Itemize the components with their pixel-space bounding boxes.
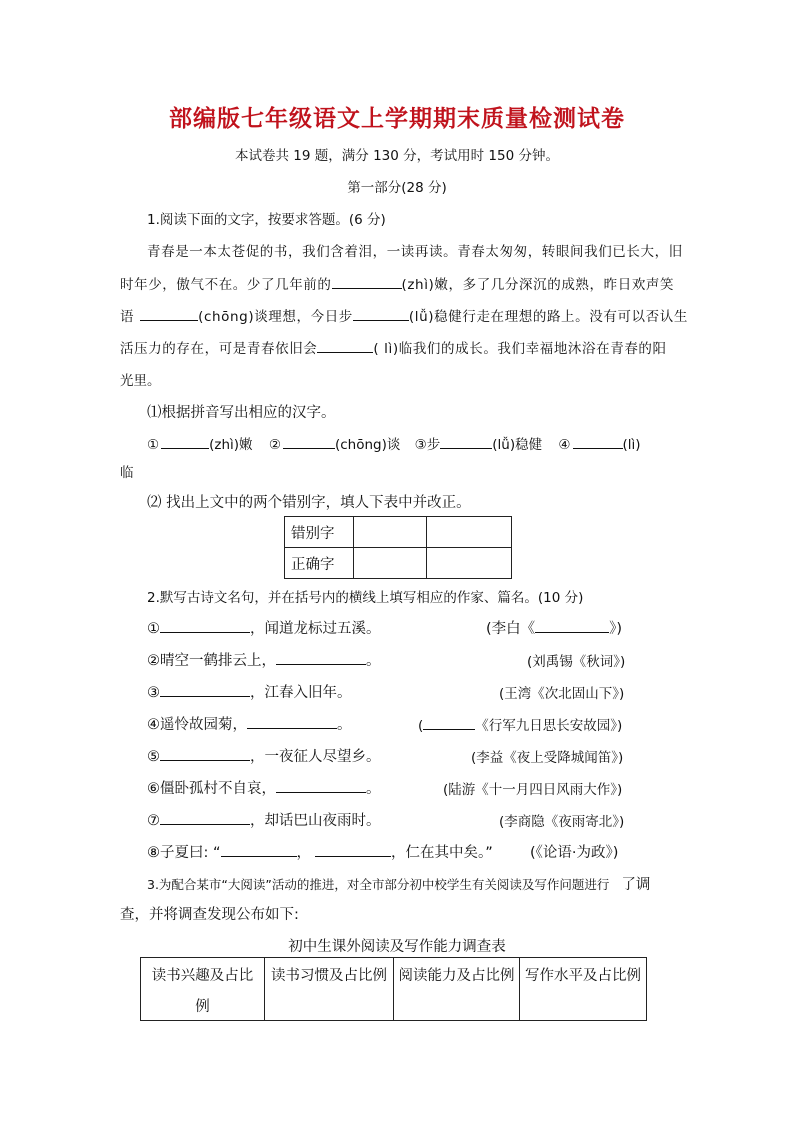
correct-row-label: 正确字 [285,548,354,579]
poem-blank-6[interactable] [276,779,366,793]
q3-text-line1: 3.为配合某市“大阅读”活动的推进，对全市部分初中校学生有关阅读及写作问题进行 了调 [147,877,651,893]
blank-zhi[interactable] [332,275,402,289]
typo-cell[interactable] [427,517,512,548]
poem-line-3: ③ ，江春入旧年。 [147,685,352,701]
blank-li[interactable] [317,339,373,353]
survey-header-writing-level: 写作水平及占比例 [520,958,647,1021]
poem-line-4: ④遥怜故园菊， 。 [147,717,352,733]
poem-source-4: ( 《行军九日思长安故园》) [418,718,623,734]
poem-source-5: (李益《夜上受降城闻笛》) [471,750,624,766]
answer-blank-1[interactable] [161,435,209,449]
poem-blank-2[interactable] [276,651,366,665]
poem-source-8: (《论语·为政》) [530,845,619,861]
q1-heading: 1.阅读下面的文字，按要求答题。(6 分) [147,212,386,228]
poem-title-blank[interactable] [535,619,609,633]
survey-table-title: 初中生课外阅读及写作能力调查表 [288,939,506,955]
poem-line-8: ⑧子夏曰: “ ， ，仁在其中矣。” [147,845,493,861]
q1-passage-line1: 青春是一本太苍促的书，我们含着泪，一读再读。青春太匆匆，转眼间我们已长大，旧 [147,244,683,260]
survey-header-habit: 读书习惯及占比例 [265,958,394,1021]
poem-source-1: (李白《 》) [486,621,623,637]
page-title: 部编版七年级语文上学期期末质量检测试卷 [169,105,625,132]
poem-blank-3[interactable] [160,683,250,697]
survey-header-interest: 读书兴趣及占比 例 [141,958,265,1021]
poem-source-3: (王湾《次北固山下》) [499,686,625,702]
answer-blank-4[interactable] [573,435,623,449]
part-one-heading: 第一部分(28 分) [347,180,447,196]
poem-author-blank[interactable] [423,716,475,730]
poem-blank-5[interactable] [160,747,250,761]
blank-chong[interactable] [140,307,198,321]
q1-sub1-heading: ⑴根据拼音写出相应的汉字。 [147,405,336,421]
typo-cell[interactable] [354,517,427,548]
poem-line-2: ②晴空一鹤排云上， 。 [147,653,381,669]
q1-passage-line2: 时年少，傲气不在。少了几年前的 (zhì)嫩，多了几分深沉的成熟，昨日欢声笑 [120,277,675,293]
q1-passage-line5: 光里。 [120,373,161,389]
poem-line-7: ⑦ ，却话巴山夜雨时。 [147,813,381,829]
q1-sub1-continued: 临 [120,465,134,481]
q3-text-line2: 查，并将调查发现公布如下: [120,907,299,923]
poem-blank-7[interactable] [160,811,250,825]
typo-correction-table [284,516,512,579]
poem-blank-8b[interactable] [315,843,391,857]
exam-intro: 本试卷共 19 题，满分 130 分，考试用时 150 分钟。 [235,148,559,164]
poem-blank-8a[interactable] [221,843,297,857]
poem-line-6: ⑥僵卧孤村不自哀， 。 [147,781,381,797]
poem-blank-4[interactable] [247,715,337,729]
q1-sub2-heading: ⑵ 找出上文中的两个错别字，填人下表中并改正。 [147,495,471,511]
q1-passage-line4: 活压力的存在，可是青春依旧会 ( lì)临我们的成长。我们幸福地沐浴在青春的阳 [120,341,667,357]
correct-cell[interactable] [427,548,512,579]
q2-heading: 2.默写古诗文名句，并在括号内的横线上填写相应的作家、篇名。(10 分) [147,590,584,606]
q1-passage-line3: 语 (chōng)谈理想，今日步 (lǚ)稳健行走在理想的路上。没有可以否认生 [120,309,688,325]
survey-table [140,957,647,1021]
correct-cell[interactable] [354,548,427,579]
poem-source-2: (刘禹锡《秋词》) [527,654,626,670]
answer-blank-3[interactable] [440,435,492,449]
blank-lv[interactable] [353,307,409,321]
poem-line-1: ① ，闻道龙标过五溪。 [147,621,381,637]
poem-line-5: ⑤ ，一夜征人尽望乡。 [147,749,381,765]
answer-blank-2[interactable] [283,435,335,449]
poem-blank-1[interactable] [160,619,250,633]
poem-source-6: (陆游《十一月四日风雨大作》) [443,782,623,798]
q1-sub1-answers: ① (zhì)嫩 ② (chōng)谈 ③步 (lǚ)稳健 ④ (lì) [147,437,641,453]
survey-header-reading-ability: 阅读能力及占比例 [394,958,520,1021]
poem-source-7: (李商隐《夜雨寄北》) [499,814,625,830]
typo-row-label: 错别字 [285,517,354,548]
